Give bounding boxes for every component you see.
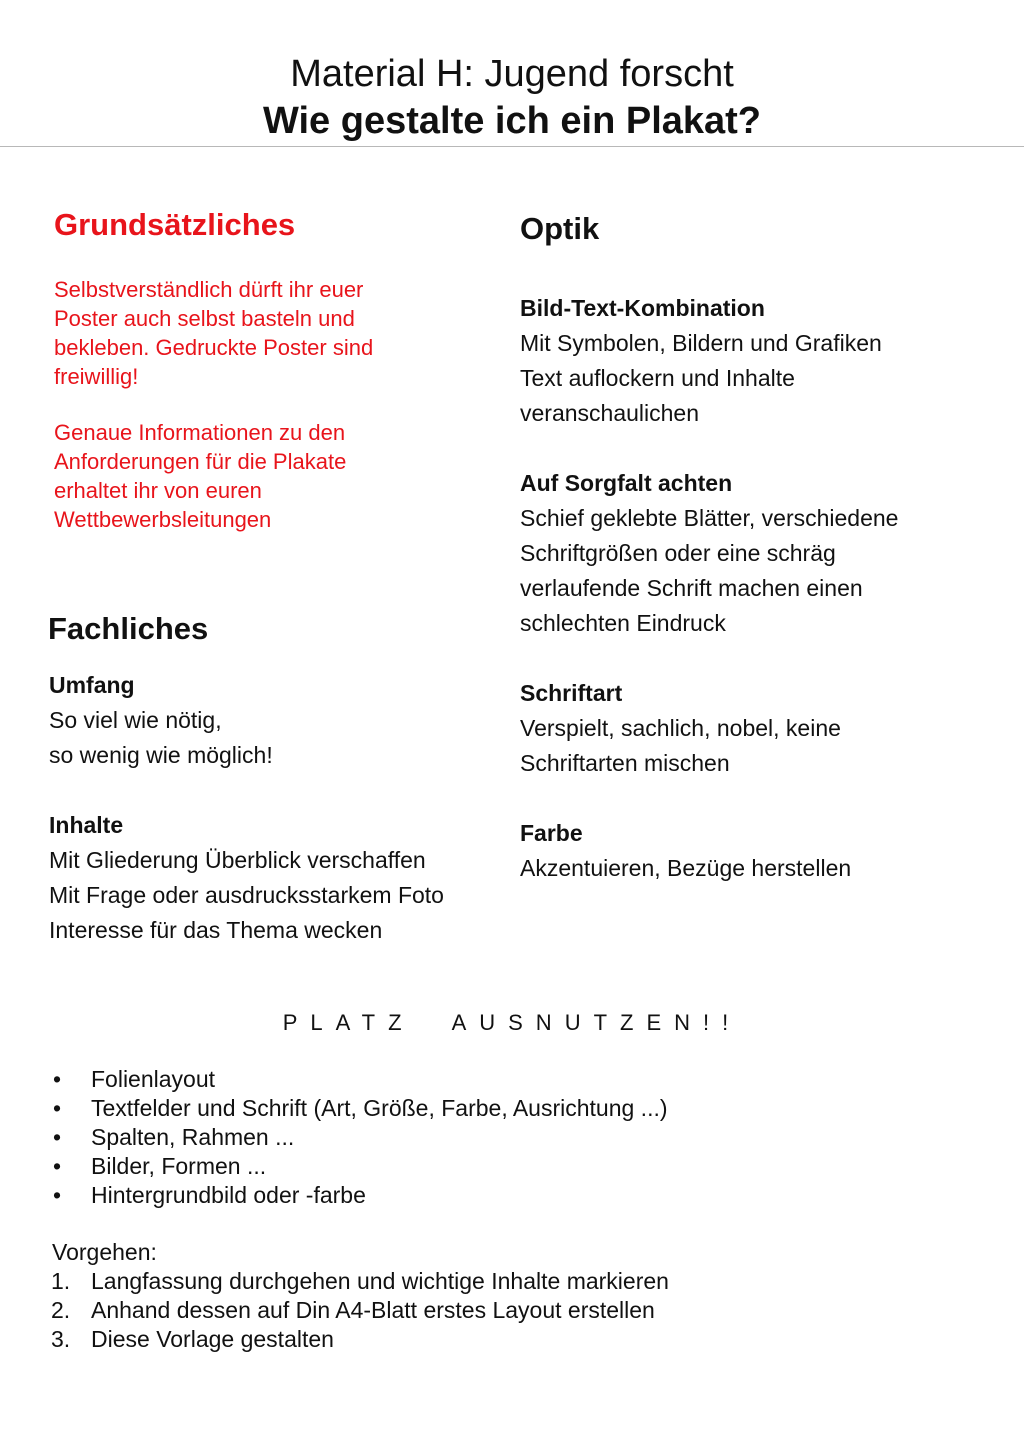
step-text: Diese Vorlage gestalten — [91, 1326, 334, 1352]
paragraph-line: bekleben. Gedruckte Poster sind — [54, 335, 374, 360]
optik-schriftart-line: Verspielt, sachlich, nobel, keine — [520, 715, 841, 741]
paragraph-line: erhaltet ihr von euren — [54, 478, 262, 503]
fachliches-umfang-line: so wenig wie möglich! — [49, 742, 273, 768]
optik-heading: Optik — [520, 211, 600, 246]
page-title: Material H: Jugend forscht — [290, 53, 734, 95]
fachliches-inhalte-title: Inhalte — [49, 812, 124, 838]
bullet-icon: • — [53, 1153, 62, 1179]
grundsaetzliches-heading: Grundsätzliches — [54, 207, 296, 242]
step-number: 1. — [51, 1268, 71, 1294]
paragraph-line: freiwillig! — [54, 364, 139, 389]
vorgehen-label: Vorgehen: — [52, 1239, 157, 1265]
optik-schriftart-title: Schriftart — [520, 680, 623, 706]
list-item — [50, 1094, 668, 1123]
step-number: 3. — [51, 1326, 71, 1352]
optik-schriftart-line: Schriftarten mischen — [520, 750, 730, 776]
bullet-icon: • — [53, 1066, 62, 1092]
spacer — [520, 431, 898, 466]
optik-bild-text-line: veranschaulichen — [520, 400, 700, 426]
step-text: Langfassung durchgehen und wichtige Inhalte markieren — [91, 1268, 669, 1294]
paragraph-line: Poster auch selbst basteln und — [54, 306, 355, 331]
list-item-text: Bilder, Formen ... — [91, 1153, 267, 1179]
optik-farbe-title: Farbe — [520, 820, 583, 846]
fachliches-umfang-title: Umfang — [49, 672, 135, 698]
optik-sorgfalt-line: Schief geklebte Blätter, verschiedene — [520, 505, 899, 531]
vorgehen-steps — [50, 1267, 669, 1354]
spacer — [520, 781, 898, 816]
bullet-icon: • — [53, 1095, 62, 1121]
grundsaetzliches-paragraph-2 — [54, 418, 346, 534]
list-item — [50, 1181, 668, 1210]
optik-farbe-line: Akzentuieren, Bezüge herstellen — [520, 855, 852, 881]
bullet-icon: • — [53, 1124, 62, 1150]
list-item-text: Folienlayout — [91, 1066, 216, 1092]
list-item — [50, 1123, 668, 1152]
list-item — [50, 1152, 668, 1181]
platz-ausnutzen-banner: PLATZ AUSNUTZEN!! — [282, 1010, 742, 1035]
bullet-icon: • — [53, 1182, 62, 1208]
optik-sorgfalt-title: Auf Sorgfalt achten — [520, 470, 733, 496]
grundsaetzliches-paragraph-1 — [54, 275, 373, 391]
step-number: 2. — [51, 1297, 71, 1323]
page-subtitle: Wie gestalte ich ein Plakat? — [262, 100, 762, 142]
paragraph-line: Anforderungen für die Plakate — [54, 449, 347, 474]
step-item — [50, 1296, 669, 1325]
optik-sorgfalt-line: verlaufende Schrift machen einen — [520, 575, 863, 601]
fachliches-heading: Fachliches — [48, 611, 209, 646]
optik-bild-text-line: Mit Symbolen, Bildern und Grafiken — [520, 330, 882, 356]
spacer — [520, 641, 898, 676]
title-divider — [0, 146, 1024, 147]
optik-bild-text-title: Bild-Text-Kombination — [520, 295, 765, 321]
list-item-text: Textfelder und Schrift (Art, Größe, Farbe, Ausrichtung ...) — [91, 1095, 668, 1121]
fachliches-umfang-line: So viel wie nötig, — [49, 707, 222, 733]
tools-list — [50, 1065, 668, 1210]
step-text: Anhand dessen auf Din A4-Blatt erstes Layout erstellen — [91, 1297, 655, 1323]
optik-sorgfalt-line: schlechten Eindruck — [520, 610, 726, 636]
optik-content — [520, 291, 898, 886]
paragraph-line: Wettbewerbsleitungen — [54, 507, 272, 532]
paragraph-line: Selbstverständlich dürft ihr euer — [54, 277, 364, 302]
step-item — [50, 1267, 669, 1296]
list-item-text: Spalten, Rahmen ... — [91, 1124, 295, 1150]
optik-sorgfalt-line: Schriftgrößen oder eine schräg — [520, 540, 836, 566]
fachliches-inhalte-line: Mit Frage oder ausdrucksstarkem Foto — [49, 882, 444, 908]
list-item — [50, 1065, 668, 1094]
spacer — [49, 773, 444, 808]
fachliches-content — [49, 668, 444, 948]
list-item-text: Hintergrundbild oder -farbe — [91, 1182, 366, 1208]
fachliches-inhalte-line: Mit Gliederung Überblick verschaffen — [49, 847, 426, 873]
paragraph-line: Genaue Informationen zu den — [54, 420, 346, 445]
fachliches-inhalte-line: Interesse für das Thema wecken — [49, 917, 383, 943]
optik-bild-text-line: Text auflockern und Inhalte — [520, 365, 795, 391]
step-item — [50, 1325, 669, 1354]
